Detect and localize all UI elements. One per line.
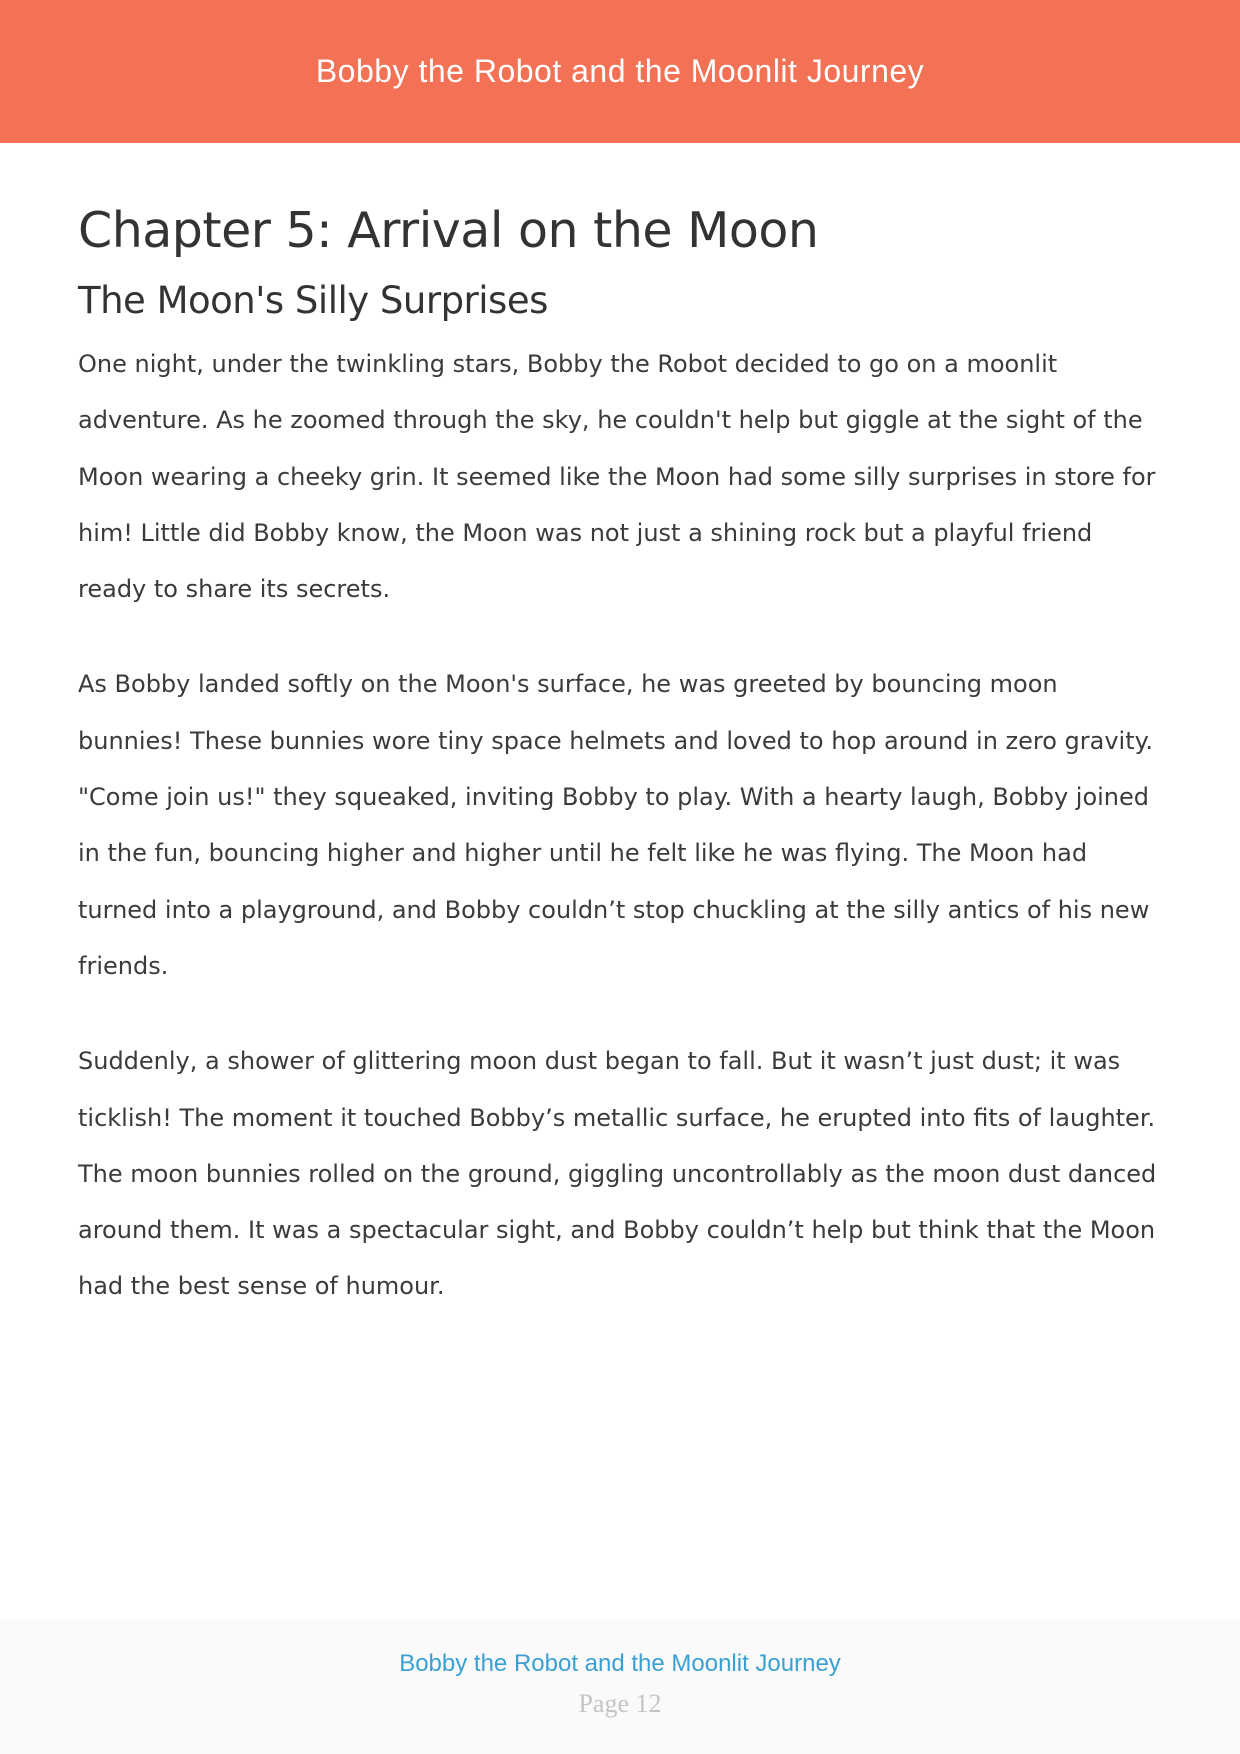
page-header (0, 0, 1240, 143)
chapter-title: Chapter 5: Arrival on the Moon (78, 202, 819, 259)
paragraph: As Bobby landed softly on the Moon's surface, he was greeted by bouncing moon bunnies! These bunnies wore tiny space helmets and loved to hop around in zero gravity. "Come join us!" they squeaked, inviting Bobby to play. With a hearty laugh, Bobby joined in the fun, bouncing higher and higher until he felt like he was flying. The Moon had turned into a playground, and Bobby couldn’t stop chuckling at the silly antics of his new friends. (78, 670, 1154, 980)
page-content (78, 196, 1168, 1315)
page-footer (0, 1620, 1240, 1754)
paragraph: One night, under the twinkling stars, Bobby the Robot decided to go on a moonlit adventure. As he zoomed through the sky, he couldn't help but giggle at the sight of the Moon wearing a cheeky grin. It seemed like the Moon had some silly surprises in store for him! Little did Bobby know, the Moon was not just a shining rock but a playful friend ready to share its secrets. (78, 350, 1156, 604)
footer-title: Bobby the Robot and the Moonlit Journey (399, 1650, 841, 1677)
page-number: Page 12 (578, 1689, 662, 1718)
paragraph: Suddenly, a shower of glittering moon dust began to fall. But it wasn’t just dust; it was ticklish! The moment it touched Bobby’s metallic surface, he erupted into fits of laughter. The moon bunnies rolled on the ground, giggling uncontrollably as the moon dust danced around them. It was a spectacular sight, and Bobby couldn’t help but think that the Moon had the best sense of humour. (78, 1047, 1157, 1301)
section-title: The Moon's Silly Surprises (78, 279, 548, 322)
header-title: Bobby the Robot and the Moonlit Journey (315, 53, 925, 89)
